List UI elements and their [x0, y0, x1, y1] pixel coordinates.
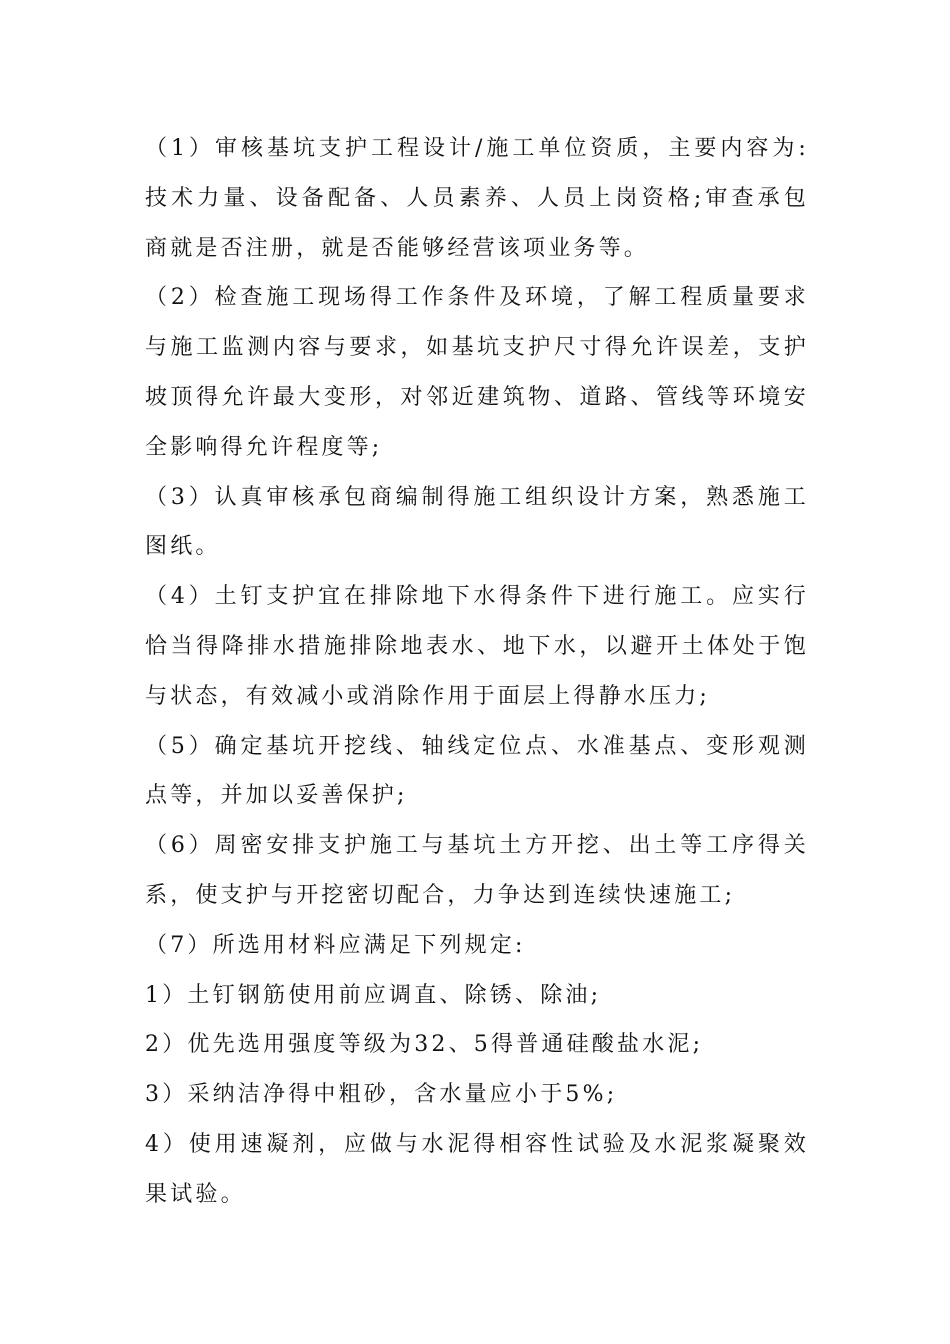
paragraph-3: （3）认真审核承包商编制得施工组织设计方案，熟悉施工图纸。 — [145, 484, 809, 560]
list-item-4: 4）使用速凝剂，应做与水泥得相容性试验及水泥浆凝聚效果试验。 — [145, 1131, 809, 1207]
paragraph-5: （5）确定基坑开挖线、轴线定位点、水准基点、变形观测点等，并加以妥善保护; — [145, 733, 809, 809]
document-body — [145, 124, 809, 1220]
list-item-3: 3）采纳洁净得中粗砂，含水量应小于5%; — [145, 1082, 618, 1108]
paragraph-7: （7）所选用材料应满足下列规定: — [145, 932, 526, 958]
list-item-1: 1）土钉钢筋使用前应调直、除锈、除油; — [145, 982, 602, 1008]
paragraph-2: （2）检查施工现场得工作条件及环境，了解工程质量要求与施工监测内容与要求，如基坑支护尺寸得允许误差，支护坡顶得允许最大变形，对邻近建筑物、道路、管线等环境安全影响得允许程度等; — [145, 285, 809, 460]
list-item-2: 2）优先选用强度等级为32、5得普通硅酸盐水泥; — [145, 1032, 704, 1058]
paragraph-4: （4）土钉支护宜在排除地下水得条件下进行施工。应实行恰当得降排水措施排除地表水、地下水，以避开土体处于饱与状态，有效减小或消除作用于面层上得静水压力; — [145, 584, 809, 709]
paragraph-1: （1）审核基坑支护工程设计/施工单位资质，主要内容为:技术力量、设备配备、人员素养、人员上岗资格;审查承包商就是否注册，就是否能够经营该项业务等。 — [145, 136, 809, 261]
paragraph-6: （6）周密安排支护施工与基坑土方开挖、出土等工序得关系，使支护与开挖密切配合，力争达到连续快速施工; — [145, 833, 809, 908]
